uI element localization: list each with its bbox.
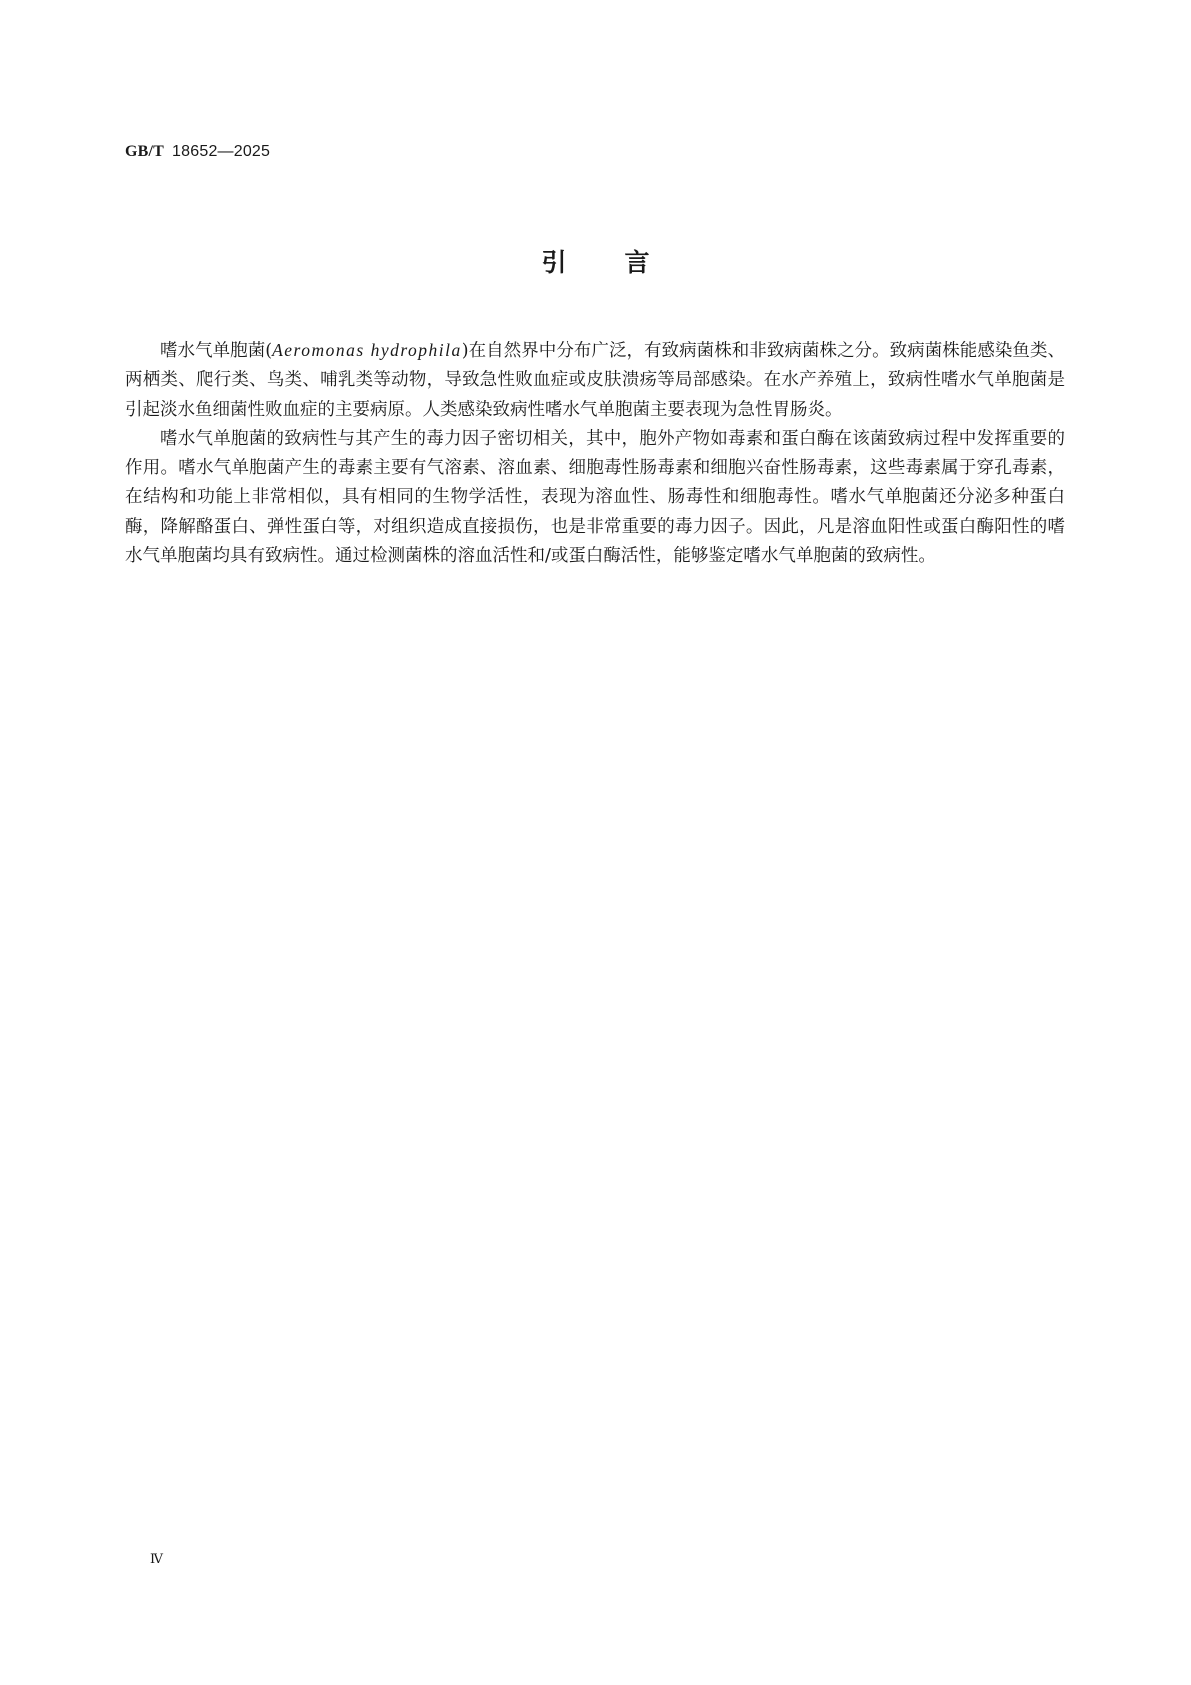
paragraph-1-lead: 嗜水气单胞菌( bbox=[160, 341, 273, 361]
page-title: 引言 bbox=[541, 248, 708, 277]
species-name: Aeromonas hydrophila bbox=[272, 340, 462, 360]
standard-code-header bbox=[125, 141, 270, 161]
page-number: Ⅳ bbox=[150, 1551, 163, 1566]
standard-number: 18652—2025 bbox=[172, 143, 271, 160]
introduction-body bbox=[125, 336, 1065, 571]
standard-prefix: GB/T bbox=[125, 143, 165, 160]
paragraph-2: 嗜水气单胞菌的致病性与其产生的毒力因子密切相关，其中，胞外产物如毒素和蛋白酶在该菌致病过程中发挥重要的作用。嗜水气单胞菌产生的毒素主要有气溶素、溶血素、细胞毒性肠毒素和细胞兴奋性肠毒素，这些毒素属于穿孔毒素，在结构和功能上非常相似，具有相同的生物学活性，表现为溶血性、肠毒性和细胞毒性。嗜水气单胞菌还分泌多种蛋白酶，降解酪蛋白、弹性蛋白等，对组织造成直接损伤，也是非常重要的毒力因子。因此，凡是溶血阳性或蛋白酶阳性的嗜水气单胞菌均具有致病性。通过检测菌株的溶血活性和/或蛋白酶活性，能够鉴定嗜水气单胞菌的致病性。 bbox=[125, 428, 1065, 567]
paragraph-1-rest: )在自然界中分布广泛，有致病菌株和非致病菌株之分。致病菌株能感染鱼类、两栖类、爬行类、鸟类、哺乳类等动物，导致急性败血症或皮肤溃疡等局部感染。在水产养殖上，致病性嗜水气单胞菌是引起淡水鱼细菌性败血症的主要病原。人类感染致病性嗜水气单胞菌主要表现为急性胃肠炎。 bbox=[125, 341, 1066, 420]
paragraph-1 bbox=[125, 336, 1065, 425]
